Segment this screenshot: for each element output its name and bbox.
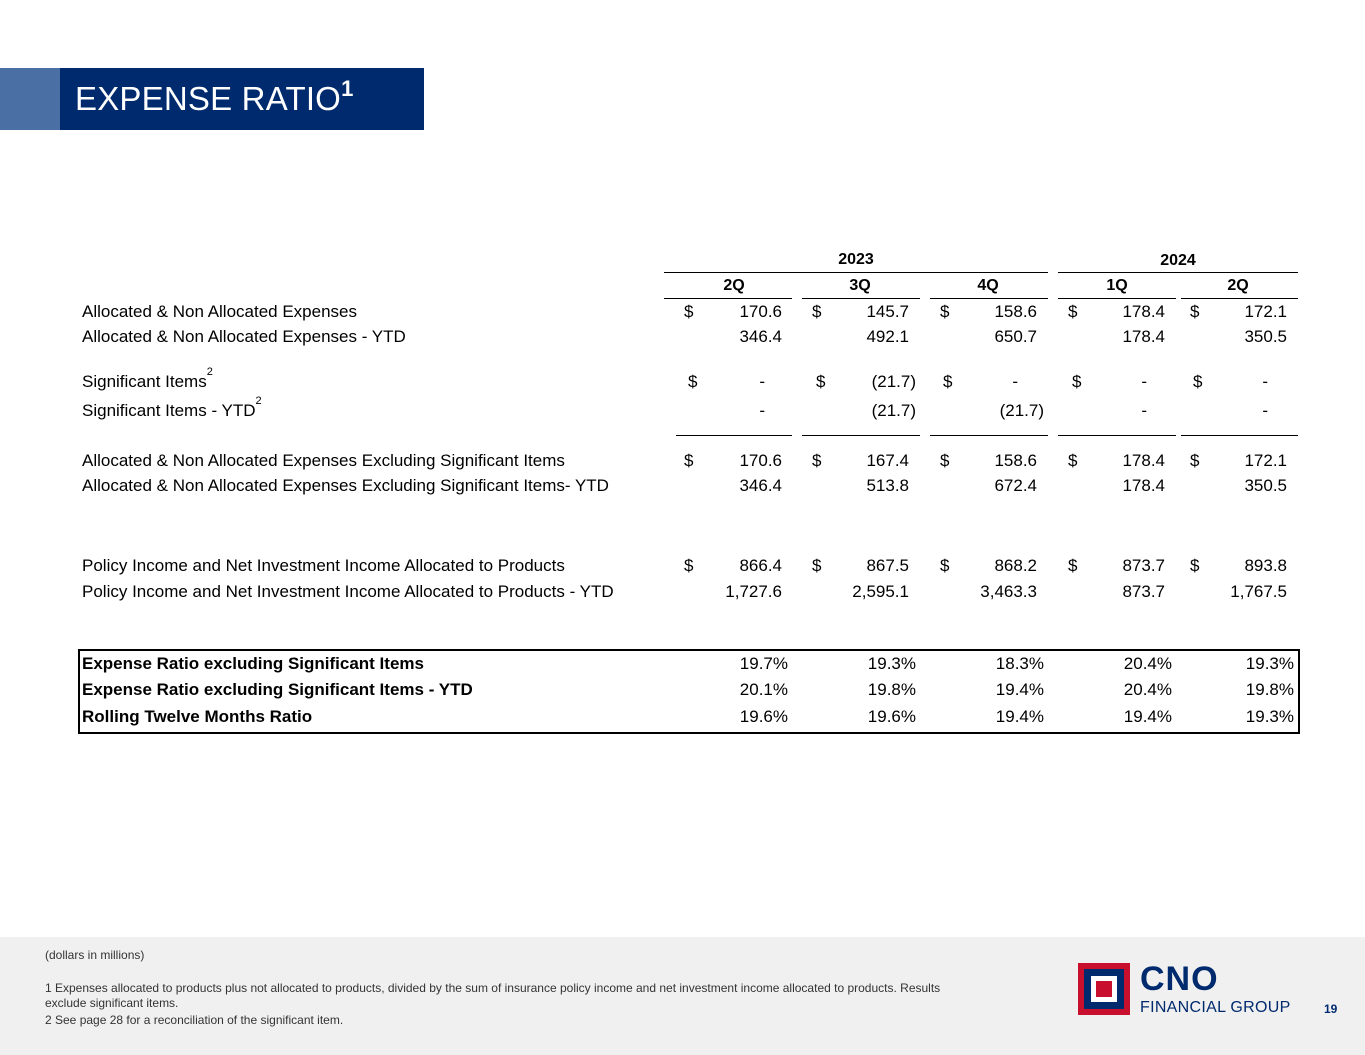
cell-value: 178.4 xyxy=(1122,302,1165,321)
dollar-sign: $ xyxy=(1190,451,1200,470)
row-label-significant-items xyxy=(82,366,213,392)
dollar-sign: $ xyxy=(816,372,826,391)
row-label-allocated-expenses: Allocated & Non Allocated Expenses xyxy=(82,302,358,321)
ratio-value: 19.6% xyxy=(867,707,916,726)
dollar-sign: $ xyxy=(684,556,694,575)
dollar-sign: $ xyxy=(1068,556,1078,575)
quarter-underline xyxy=(664,298,792,299)
ratio-value: 19.4% xyxy=(1123,707,1172,726)
units-note: (dollars in millions) xyxy=(45,948,145,962)
cell-value: - xyxy=(1262,401,1268,420)
footnote-1-continued: exclude significant items. xyxy=(45,996,179,1010)
cell-value: 167.4 xyxy=(866,451,909,470)
quarter-underline xyxy=(1058,298,1176,299)
ratio-value: 19.3% xyxy=(867,654,916,673)
footnote-2: 2 See page 28 for a reconciliation of the significant item. xyxy=(45,1013,344,1027)
row-label-policy-income: Policy Income and Net Investment Income Allocated to Products xyxy=(82,556,565,575)
dollar-sign: $ xyxy=(812,451,822,470)
logo-wordmark: CNO xyxy=(1140,960,1219,998)
year-2024-underline xyxy=(1058,272,1298,273)
ratio-value: 18.3% xyxy=(995,654,1044,673)
quarter-header-2q-2023: 2Q xyxy=(723,277,745,294)
cell-value: 170.6 xyxy=(739,302,782,321)
ratio-value: 19.6% xyxy=(739,707,788,726)
dollar-sign: $ xyxy=(684,302,694,321)
quarter-header-3q-2023: 3Q xyxy=(849,277,871,294)
cell-value: 170.6 xyxy=(739,451,782,470)
page-title-text: EXPENSE RATIO xyxy=(75,80,342,117)
quarter-header-4q-2023: 4Q xyxy=(977,277,999,294)
cell-value: 346.4 xyxy=(739,476,782,495)
dollar-sign: $ xyxy=(1068,302,1078,321)
dollar-sign: $ xyxy=(940,451,950,470)
cell-value: 158.6 xyxy=(994,302,1037,321)
page-title xyxy=(75,76,354,118)
ratio-value: 19.4% xyxy=(995,707,1044,726)
year-2023-header: 2023 xyxy=(838,251,874,268)
title-footnote-marker: 1 xyxy=(341,76,354,101)
subtotal-line xyxy=(930,435,1048,436)
dollar-sign: $ xyxy=(1072,372,1082,391)
year-2023-underline xyxy=(664,272,1048,273)
quarter-header-2q-2024: 2Q xyxy=(1227,277,1249,294)
cell-value: 893.8 xyxy=(1244,556,1287,575)
cell-value: 350.5 xyxy=(1244,327,1287,346)
cell-value: 513.8 xyxy=(866,476,909,495)
dollar-sign: $ xyxy=(688,372,698,391)
cell-value: 866.4 xyxy=(739,556,782,575)
dollar-sign: $ xyxy=(812,556,822,575)
row-label-text: Significant Items - YTD xyxy=(82,401,256,420)
logo-subtitle: FINANCIAL GROUP xyxy=(1140,999,1291,1016)
row-label-expenses-excl-significant-ytd: Allocated & Non Allocated Expenses Excluding Significant Items- YTD xyxy=(82,476,609,495)
quarter-underline xyxy=(802,298,920,299)
cno-logo-mark-icon xyxy=(1078,963,1130,1015)
cell-value: 492.1 xyxy=(866,327,909,346)
dollar-sign: $ xyxy=(684,451,694,470)
row-label-expenses-excl-significant: Allocated & Non Allocated Expenses Excluding Significant Items xyxy=(82,451,565,470)
ratio-value: 19.7% xyxy=(739,654,788,673)
cell-value: (21.7) xyxy=(871,401,916,420)
cell-value: 1,727.6 xyxy=(725,582,782,601)
ratio-label-rolling-twelve: Rolling Twelve Months Ratio xyxy=(82,707,313,726)
cell-value: 172.1 xyxy=(1244,451,1287,470)
cell-value: 178.4 xyxy=(1122,327,1165,346)
ratio-value: 20.4% xyxy=(1123,680,1172,699)
ratio-value: 19.3% xyxy=(1245,654,1294,673)
cell-value: 145.7 xyxy=(866,302,909,321)
cell-value: 346.4 xyxy=(739,327,782,346)
cell-value: 1,767.5 xyxy=(1230,582,1287,601)
ratio-value: 19.8% xyxy=(867,680,916,699)
cell-value: 2,595.1 xyxy=(852,582,909,601)
cell-value: - xyxy=(759,401,765,420)
cell-value: 867.5 xyxy=(866,556,909,575)
quarter-underline xyxy=(930,298,1048,299)
cell-value: 873.7 xyxy=(1122,582,1165,601)
dollar-sign: $ xyxy=(943,372,953,391)
footnote-marker: 2 xyxy=(206,366,213,378)
cell-value: (21.7) xyxy=(999,401,1044,420)
quarter-underline xyxy=(1181,298,1298,299)
cell-value: 350.5 xyxy=(1244,476,1287,495)
dollar-sign: $ xyxy=(812,302,822,321)
cell-value: 672.4 xyxy=(994,476,1037,495)
cell-value: - xyxy=(1012,372,1018,391)
subtotal-line xyxy=(802,435,920,436)
year-2024-header: 2024 xyxy=(1160,252,1196,269)
cell-value: 172.1 xyxy=(1244,302,1287,321)
cell-value: 178.4 xyxy=(1122,451,1165,470)
cell-value: - xyxy=(1141,372,1147,391)
ratio-value: 19.4% xyxy=(995,680,1044,699)
cell-value: 650.7 xyxy=(994,327,1037,346)
subtotal-line xyxy=(1058,435,1176,436)
cell-value: 873.7 xyxy=(1122,556,1165,575)
cell-value: - xyxy=(759,372,765,391)
cell-value: (21.7) xyxy=(871,372,916,391)
footnote-1: 1 Expenses allocated to products plus not allocated to products, divided by the sum of insurance policy income and net investment income allocated to products. Results xyxy=(45,981,941,995)
dollar-sign: $ xyxy=(940,302,950,321)
title-banner xyxy=(60,68,424,130)
subtotal-line xyxy=(676,435,792,436)
cell-value: - xyxy=(1141,401,1147,420)
cell-value: 868.2 xyxy=(994,556,1037,575)
row-label-significant-items-ytd xyxy=(82,395,262,421)
dollar-sign: $ xyxy=(1190,556,1200,575)
page-number: 19 xyxy=(1324,1002,1338,1016)
cell-value: - xyxy=(1262,372,1268,391)
ratio-value: 19.8% xyxy=(1245,680,1294,699)
cell-value: 158.6 xyxy=(994,451,1037,470)
footnote-marker: 2 xyxy=(255,395,262,407)
ratio-label-expense-ratio: Expense Ratio excluding Significant Items xyxy=(82,654,424,673)
title-accent xyxy=(0,68,60,130)
dollar-sign: $ xyxy=(940,556,950,575)
quarter-header-1q-2024: 1Q xyxy=(1106,277,1128,294)
row-label-allocated-expenses-ytd: Allocated & Non Allocated Expenses - YTD xyxy=(82,327,406,346)
cell-value: 3,463.3 xyxy=(980,582,1037,601)
dollar-sign: $ xyxy=(1068,451,1078,470)
dollar-sign: $ xyxy=(1190,302,1200,321)
ratio-value: 20.4% xyxy=(1123,654,1172,673)
dollar-sign: $ xyxy=(1193,372,1203,391)
subtotal-line xyxy=(1181,435,1298,436)
row-label-text: Significant Items xyxy=(82,372,207,391)
ratio-value: 20.1% xyxy=(739,680,788,699)
cell-value: 178.4 xyxy=(1122,476,1165,495)
ratio-label-expense-ratio-ytd: Expense Ratio excluding Significant Items - YTD xyxy=(82,680,473,699)
ratio-value: 19.3% xyxy=(1245,707,1294,726)
row-label-policy-income-ytd: Policy Income and Net Investment Income Allocated to Products - YTD xyxy=(82,582,614,601)
